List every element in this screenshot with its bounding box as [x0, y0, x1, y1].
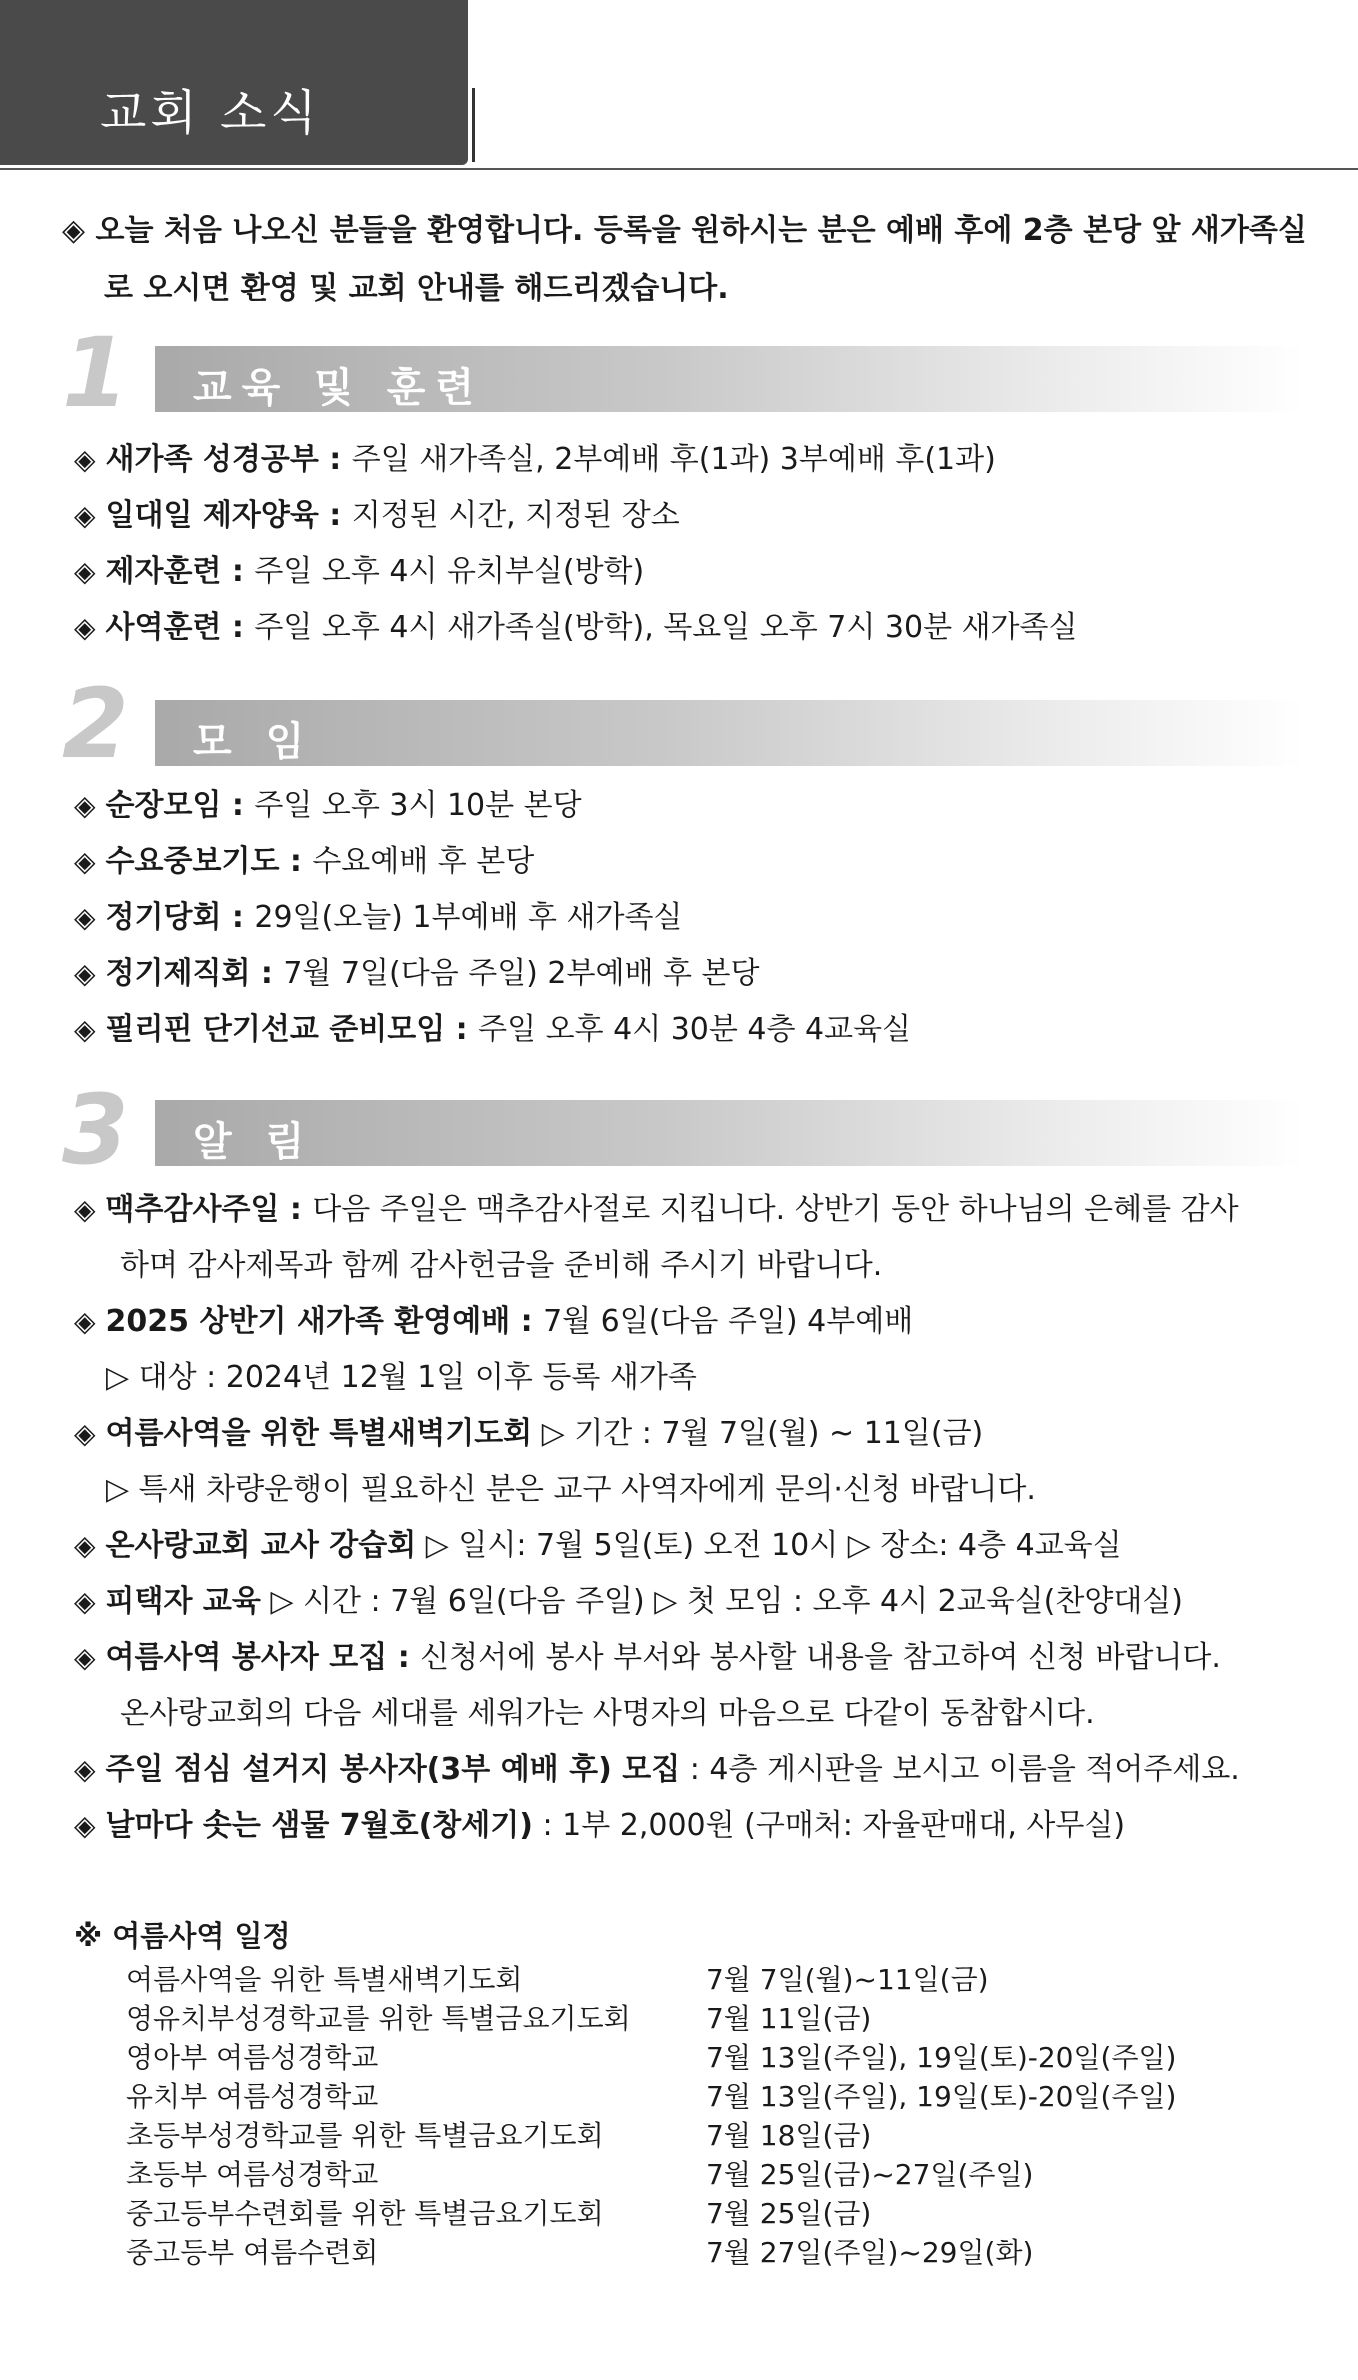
list-item: ◈ 정기제직회 : 7월 7일(다음 주일) 2부예배 후 본당 — [74, 956, 760, 991]
table-row: 중고등부 여름수련회 7월 27일(주일)~29일(화) — [126, 2236, 1034, 2269]
diamond-bullet-icon: ◈ — [74, 901, 96, 934]
list-item: ◈ 새가족 성경공부 : 주일 새가족실, 2부예배 후(1과) 3부예배 후(1과) — [74, 442, 996, 477]
list-item: ◈ 여름사역을 위한 특별새벽기도회 ▷ 기간 : 7월 7일(월) ~ 11일(금) — [74, 1416, 984, 1451]
list-item: ◈ 일대일 제자양육 : 지정된 시간, 지정된 장소 — [74, 498, 680, 533]
diamond-bullet-icon: ◈ — [74, 845, 96, 878]
table-row: 초등부성경학교를 위한 특별금요기도회 7월 18일(금) — [126, 2119, 872, 2152]
diamond-bullet-icon: ◈ — [62, 213, 86, 248]
list-item: ◈ 온사랑교회 교사 강습회 ▷ 일시: 7월 5일(토) 오전 10시 ▷ 장소: 4층 4교육실 — [74, 1528, 1122, 1563]
list-item: ◈ 2025 상반기 새가족 환영예배 : 7월 6일(다음 주일) 4부예배 — [74, 1304, 914, 1339]
table-row: 영유치부성경학교를 위한 특별금요기도회 7월 11일(금) — [126, 2002, 872, 2035]
welcome-line-1: 오늘 처음 나오신 분들을 환영합니다. 등록을 원하시는 분은 예배 후에 2층 본당 앞 새가족실 — [95, 213, 1307, 248]
diamond-bullet-icon: ◈ — [74, 1641, 96, 1674]
section-3-number: 3 — [62, 1074, 129, 1186]
list-item: ◈ 순장모임 : 주일 오후 3시 10분 본당 — [74, 788, 582, 823]
section-1-title: 교육 및 훈련 — [193, 365, 485, 411]
list-item: ◈ 피택자 교육 ▷ 시간 : 7월 6일(다음 주일) ▷ 첫 모임 : 오후 4시 2교육실(찬양대실) — [74, 1584, 1183, 1619]
diamond-bullet-icon: ◈ — [74, 555, 96, 588]
diamond-bullet-icon: ◈ — [74, 443, 96, 476]
diamond-bullet-icon: ◈ — [74, 789, 96, 822]
list-item-continuation: 온사랑교회의 다음 세대를 세워가는 사명자의 마음으로 다같이 동참합시다. — [120, 1696, 1095, 1731]
list-item-sub: ▷ 특새 차량운행이 필요하신 분은 교구 사역자에게 문의·신청 바랍니다. — [106, 1472, 1036, 1507]
section-2-header — [155, 700, 1305, 766]
diamond-bullet-icon: ◈ — [74, 1013, 96, 1046]
table-row: 중고등부수련회를 위한 특별금요기도회 7월 25일(금) — [126, 2197, 872, 2230]
section-3-header — [155, 1100, 1305, 1166]
header-rule — [0, 168, 1358, 170]
list-item-continuation: 하며 감사제목과 함께 감사헌금을 준비해 주시기 바랍니다. — [120, 1248, 883, 1283]
diamond-bullet-icon: ◈ — [74, 611, 96, 644]
list-item: ◈ 주일 점심 설거지 봉사자(3부 예배 후) 모집 : 4층 게시판을 보시고 이름을 적어주세요. — [74, 1752, 1240, 1787]
diamond-bullet-icon: ◈ — [74, 1305, 96, 1338]
diamond-bullet-icon: ◈ — [74, 1417, 96, 1450]
table-row: 여름사역을 위한 특별새벽기도회 7월 7일(월)~11일(금) — [126, 1963, 989, 1996]
header-divider — [472, 88, 475, 162]
table-row: 영아부 여름성경학교 7월 13일(주일), 19일(토)-20일(주일) — [126, 2041, 1177, 2074]
section-2-title: 모 임 — [193, 719, 315, 765]
table-row: 유치부 여름성경학교 7월 13일(주일), 19일(토)-20일(주일) — [126, 2080, 1177, 2113]
list-item: ◈ 제자훈련 : 주일 오후 4시 유치부실(방학) — [74, 554, 645, 589]
table-row: 초등부 여름성경학교 7월 25일(금)~27일(주일) — [126, 2158, 1034, 2191]
section-2-number: 2 — [62, 668, 129, 780]
list-item: ◈ 수요중보기도 : 수요예배 후 본당 — [74, 844, 535, 879]
schedule-title: ※ 여름사역 일정 — [74, 1919, 291, 1953]
header-banner — [0, 0, 468, 165]
list-item: ◈ 여름사역 봉사자 모집 : 신청서에 봉사 부서와 봉사할 내용을 참고하여 신청 바랍니다. — [74, 1640, 1221, 1675]
diamond-bullet-icon: ◈ — [74, 1809, 96, 1842]
section-1-number: 1 — [62, 317, 129, 429]
diamond-bullet-icon: ◈ — [74, 1585, 96, 1618]
diamond-bullet-icon: ◈ — [74, 1529, 96, 1562]
diamond-bullet-icon: ◈ — [74, 1753, 96, 1786]
diamond-bullet-icon: ◈ — [74, 1193, 96, 1226]
summer-schedule — [126, 1960, 1226, 2272]
diamond-bullet-icon: ◈ — [74, 499, 96, 532]
section-3-title: 알 림 — [193, 1119, 315, 1165]
section-1-header — [155, 346, 1305, 412]
list-item: ◈ 맥추감사주일 : 다음 주일은 맥추감사절로 지킵니다. 상반기 동안 하나님의 은혜를 감사 — [74, 1192, 1239, 1227]
list-item: ◈ 정기당회 : 29일(오늘) 1부예배 후 새가족실 — [74, 900, 683, 935]
diamond-bullet-icon: ◈ — [74, 957, 96, 990]
list-item-sub: ▷ 대상 : 2024년 12월 1일 이후 등록 새가족 — [106, 1360, 697, 1395]
welcome-line-2: 로 오시면 환영 및 교회 안내를 해드리겠습니다. — [104, 271, 729, 306]
welcome-notice — [62, 202, 1312, 318]
list-item: ◈ 사역훈련 : 주일 오후 4시 새가족실(방학), 목요일 오후 7시 30분 새가족실 — [74, 610, 1078, 645]
list-item: ◈ 날마다 솟는 샘물 7월호(창세기) : 1부 2,000원 (구매처: 자율판매대, 사무실) — [74, 1808, 1126, 1843]
list-item: ◈ 필리핀 단기선교 준비모임 : 주일 오후 4시 30분 4층 4교육실 — [74, 1012, 912, 1047]
page-title: 교회 소식 — [100, 85, 321, 141]
